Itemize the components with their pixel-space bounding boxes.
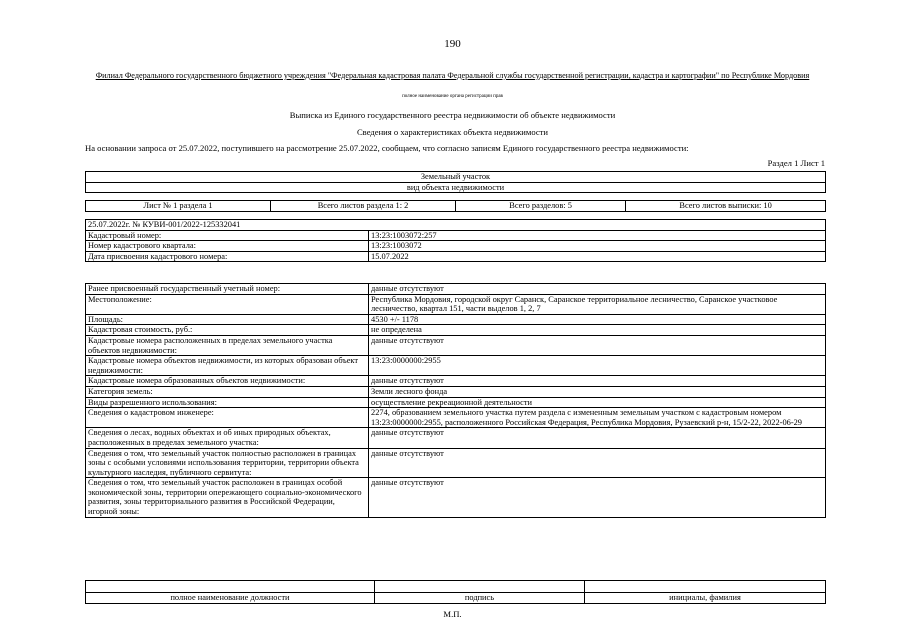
detail-label: Местоположение: <box>86 294 369 314</box>
sheets-total: Всего листов выписки: 10 <box>626 201 826 212</box>
object-type-table <box>85 171 826 193</box>
detail-label: Сведения о лесах, водных объектах и об иных природных объектах, расположенных в пределах земельного участка: <box>86 428 369 448</box>
object-type-caption: вид объекта недвижимости <box>86 182 826 193</box>
signature-caption: подпись <box>375 593 585 604</box>
detail-label: Кадастровые номера образованных объектов недвижимости: <box>86 376 369 387</box>
name-cell <box>585 581 826 593</box>
detail-label: Кадастровые номера расположенных в пределах земельного участка объектов недвижимости: <box>86 335 369 355</box>
detail-value: не определена <box>369 325 826 336</box>
detail-value: данные отсутствуют <box>369 428 826 448</box>
sheet-number: Лист № 1 раздела 1 <box>86 201 271 212</box>
detail-label: Площадь: <box>86 314 369 325</box>
organization-name: Филиал Федерального государственного бюджетного учреждения "Федеральная кадастровая палата Федеральной службы государственной регистрации, кадастра и картографии" по Республике Мордовия <box>95 71 810 80</box>
detail-value: Республика Мордовия, городской округ Саранск, Саранское территориальное лесничество, Саранское участковое лесничество, квартал 151, части выделов 1, 2, 7 <box>369 294 826 314</box>
details-table <box>85 283 826 518</box>
detail-value: данные отсутствуют <box>369 335 826 355</box>
sheets-table <box>85 200 826 212</box>
detail-label: Категория земель: <box>86 386 369 397</box>
page-number: 190 <box>444 38 461 50</box>
position-caption: полное наименование должности <box>86 593 375 604</box>
detail-value: данные отсутствуют <box>369 448 826 478</box>
sections-total: Всего разделов: 5 <box>456 201 626 212</box>
name-caption: инициалы, фамилия <box>585 593 826 604</box>
request-number: 25.07.2022г. № КУВИ-001/2022-125332041 <box>86 220 826 231</box>
detail-value: осуществление рекреационной деятельности <box>369 397 826 408</box>
detail-label: Кадастровые номера объектов недвижимости, из которых образован объект недвижимости: <box>86 356 369 376</box>
detail-value: данные отсутствуют <box>369 284 826 295</box>
extract-title: Выписка из Единого государственного реестра недвижимости об объекте недвижимости <box>289 110 616 120</box>
signature-cell <box>375 581 585 593</box>
row-label: Номер кадастрового квартала: <box>86 241 369 252</box>
detail-label: Сведения о кадастровом инженере: <box>86 408 369 428</box>
detail-label: Ранее присвоенный государственный учетный номер: <box>86 284 369 295</box>
row-value: 13:23:1003072:257 <box>369 230 826 241</box>
request-table <box>85 219 826 262</box>
organization-caption: полное наименование органа регистрации прав <box>402 94 503 99</box>
object-type: Земельный участок <box>86 172 826 183</box>
detail-value: 13:23:0000000:2955 <box>369 356 826 376</box>
detail-label: Виды разрешенного использования: <box>86 397 369 408</box>
extract-subtitle: Сведения о характеристиках объекта недвижимости <box>356 127 549 137</box>
detail-label: Сведения о том, что земельный участок расположен в границах особой экономической зоны, территории опережающего социально-экономического развития, зоны территориального развития в Российской Федерации, игорной зоны: <box>86 478 369 517</box>
seal-mark: М.П. <box>443 609 462 619</box>
row-value: 15.07.2022 <box>369 251 826 262</box>
detail-label: Сведения о том, что земельный участок полностью расположен в границах зоны с особыми условиями использования территории, территории объекта культурного наследия, публичного сервитута: <box>86 448 369 478</box>
basis-text: На основании запроса от 25.07.2022, поступившего на рассмотрение 25.07.2022, сообщаем, что согласно записям Единого государственного реестра недвижимости: <box>85 143 689 153</box>
signature-table <box>85 580 826 604</box>
detail-label: Кадастровая стоимость, руб.: <box>86 325 369 336</box>
detail-value: Земли лесного фонда <box>369 386 826 397</box>
row-value: 13:23:1003072 <box>369 241 826 252</box>
sheets-in-section: Всего листов раздела 1: 2 <box>271 201 456 212</box>
position-cell <box>86 581 375 593</box>
row-label: Дата присвоения кадастрового номера: <box>86 251 369 262</box>
section-sheet: Раздел 1 Лист 1 <box>767 158 825 168</box>
detail-value: 2274, образованием земельного участка путем раздела с измененным земельным участком с кадастровым номером 13:23:0000000:2955, расположенного Российская Федерация, Республика Мордовия, Рузаевский р-н, 15/2-22, 2022-06-29 <box>369 408 826 428</box>
detail-value: 4530 +/- 1178 <box>369 314 826 325</box>
row-label: Кадастровый номер: <box>86 230 369 241</box>
detail-value: данные отсутствуют <box>369 478 826 517</box>
detail-value: данные отсутствуют <box>369 376 826 387</box>
